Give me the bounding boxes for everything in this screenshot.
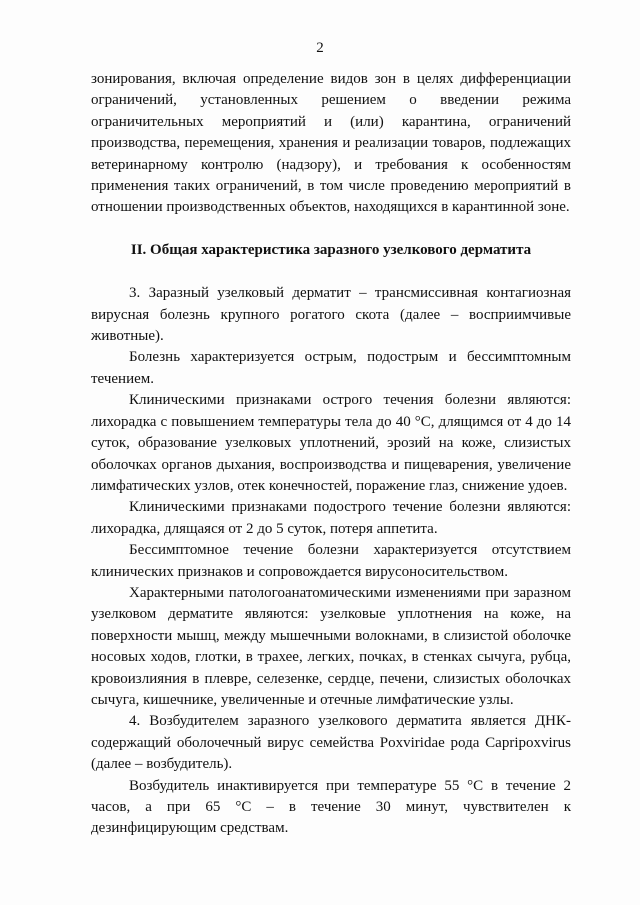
paragraph-pathology: Характерными патологоанатомическими изменениями при заразном узелковом дерматите являются: узелковые уплотнения на коже, на поверхности мышц, между мышечными волокнами, в слизистой оболочке носовых ходов, глотки, в трахее, легких, почках, в стенках сычуга, рубца, кровоизлияния в плевре, селезенке, сердце, печени, слизистых оболочках сычуга, кишечнике, увеличенные и отечные лимфатические узлы. xyxy=(91,584,571,708)
intro-paragraph: зонирования, включая определение видов зон в целях дифференциации ограничений, установленных решением о введении режима ограничительных мероприятий и (или) карантина, ограничений производства, перемещения, хранения и реализации товаров, подлежащих ветеринарному контролю (надзору), и требования к особенностям применения таких ограничений, в том числе проведению мероприятий в отношении производственных объектов, находящихся в карантинной зоне. xyxy=(91,71,571,216)
paragraph-acute-signs: Клиническими признаками острого течения болезни являются: лихорадка с повышением температуры тела до 40 °С, длящимся от 4 до 14 суток, образование узелковых уплотнений, эрозий на коже, слизистых оболочках органов дыхания, воспроизводства и пищеварения, увеличение лимфатических узлов, отек конечностей, поражение глаз, снижение удоев. xyxy=(91,392,571,494)
section-heading: II. Общая характеристика заразного узелкового дерматита xyxy=(130,241,532,258)
page-number: 2 xyxy=(316,40,324,56)
document-body xyxy=(91,69,571,840)
paragraph-3: 3. Заразный узелковый дерматит – трансмиссивная контагиозная вирусная болезнь крупного рогатого скота (далее – восприимчивые животные). xyxy=(91,285,571,345)
paragraph-course: Болезнь характеризуется острым, подострым и бессимптомным течением. xyxy=(91,349,571,387)
paragraph-asymptomatic: Бессимптомное течение болезни характеризуется отсутствием клинических признаков и сопровождается вирусоносительством. xyxy=(91,542,571,580)
paragraph-inactivation: Возбудитель инактивируется при температуре 55 °С в течение 2 часов, а при 65 °С – в течение 30 минут, чувствителен к дезинфицирующим средствам. xyxy=(91,777,571,837)
paragraph-4: 4. Возбудителем заразного узелкового дерматита является ДНК-содержащий оболочечный вирус семейства Poxviridae рода Capripoxvirus (далее – возбудитель). xyxy=(91,713,571,773)
paragraph-subacute-signs: Клиническими признаками подострого течение болезни являются: лихорадка, длящаяся от 2 до 5 суток, потеря аппетита. xyxy=(91,499,571,537)
